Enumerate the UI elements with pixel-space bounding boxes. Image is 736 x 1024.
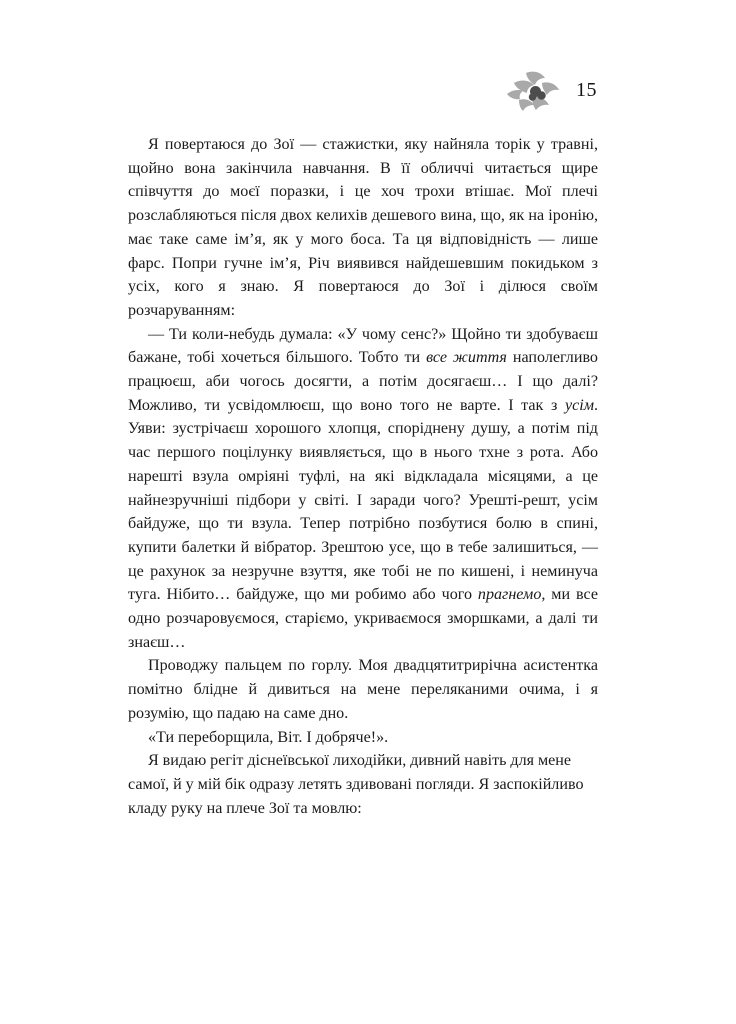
paragraph: Проводжу пальцем по горлу. Моя двадцятитрирічна асистентка помітно блідне й дивиться на мене переляканими очима, і я розумію, що падаю на саме дно. — [128, 657, 598, 722]
emphasis-text: прагнемо — [477, 586, 542, 604]
holly-sprig-ornament — [504, 68, 562, 114]
page-number: 15 — [576, 79, 597, 101]
emphasis-text: все життя — [426, 349, 507, 367]
emphasis-text: усім — [564, 396, 594, 414]
running-head — [128, 68, 597, 114]
paragraph: Я повертаюся до Зої — стажистки, яку найняла торік у травні, щойно вона закінчила навчання. В її обличчі читається щире співчуття до моєї поразки, і це хоч трохи втішає. Мої плечі розслабляються після двох келихів дешевого вина, що, як на іронію, має таке саме ім’я, як у мого боса. Та ця відповідність — лише фарс. Попри гучне ім’я, Річ виявився найдешевшим покидьком з усіх, кого я знаю. Я повертаюся до Зої і ділюся своїм розчаруванням: — [128, 136, 598, 319]
page-body-text — [128, 133, 598, 820]
paragraph: Я видаю регіт діснеївської лиходійки, дивний навіть для мене самої, й у мій бік одразу летять здивовані погляди. Я заспокійливо кладу руку на плече Зої та мовлю: — [128, 752, 584, 817]
paragraph: — Ти коли-небудь думала: «У чому сенс?» Щойно ти здобуваєш бажане, тобі хочеться більшого. Тобто ти все життя наполегливо працюєш, аби чогось досягти, а потім досягаєш… І що далі? Можливо, ти усвідомлюєш, що воно того не варте. І так з усім. Уяви: зустрічаєш хорошого хлопця, споріднену душу, а потім під час першого поцілунку виявляється, що в нього тхне з рота. Або нарешті взула омріяні туфлі, на які відкладала місяцями, а це найнезручніші підбори у світі. І заради чого? Урешті-решт, усім байдуже, що ти взула. Тепер потрібно позбутися болю в спині, купити балетки й вібратор. Зрештою усе, що в тебе залишиться, — це рахунок за незручне взуття, яке тобі не по кишені, і неминуча туга. Нібито… байдуже, що ми робимо або чого прагнемо, ми все одно розчаровуємося, старіємо, укриваємося зморшками, а далі ти знаєш… — [128, 325, 598, 651]
paragraph: «Ти переборщила, Віт. І добряче!». — [148, 728, 389, 746]
